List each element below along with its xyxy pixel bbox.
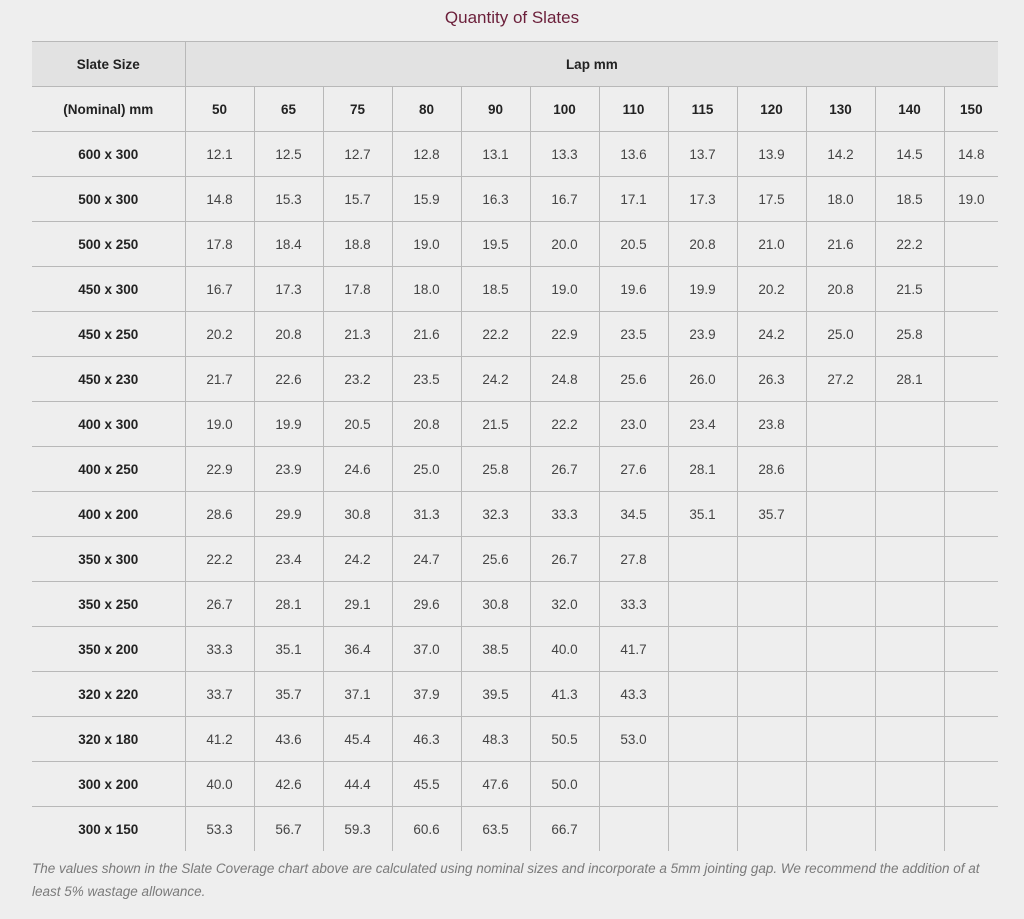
quantity-cell: 26.7 [530, 447, 599, 492]
quantity-cell [875, 402, 944, 447]
quantity-cell: 33.7 [185, 672, 254, 717]
quantity-cell: 18.5 [875, 177, 944, 222]
quantity-cell: 17.1 [599, 177, 668, 222]
quantity-cell: 27.6 [599, 447, 668, 492]
slate-size-cell: 320 x 220 [32, 672, 185, 717]
quantity-cell: 13.7 [668, 132, 737, 177]
quantity-cell [875, 672, 944, 717]
slate-size-cell: 450 x 300 [32, 267, 185, 312]
table-row [32, 222, 998, 267]
quantity-cell: 18.8 [323, 222, 392, 267]
quantity-cell [875, 492, 944, 537]
quantity-cell: 40.0 [185, 762, 254, 807]
quantity-cell: 32.0 [530, 582, 599, 627]
quantity-cell: 41.3 [530, 672, 599, 717]
quantity-cell: 17.3 [254, 267, 323, 312]
quantity-cell: 60.6 [392, 807, 461, 852]
slate-size-cell: 600 x 300 [32, 132, 185, 177]
slate-size-cell: 300 x 200 [32, 762, 185, 807]
lap-column-header: 130 [806, 87, 875, 132]
quantity-cell [737, 537, 806, 582]
lap-column-header: 110 [599, 87, 668, 132]
quantity-cell: 30.8 [323, 492, 392, 537]
quantity-cell: 14.8 [944, 132, 998, 177]
quantity-cell: 23.5 [392, 357, 461, 402]
quantity-cell: 27.2 [806, 357, 875, 402]
quantity-cell [737, 627, 806, 672]
quantity-cell [875, 717, 944, 762]
quantity-cell: 20.2 [185, 312, 254, 357]
quantity-cell [944, 537, 998, 582]
quantity-cell: 53.0 [599, 717, 668, 762]
quantity-cell: 32.3 [461, 492, 530, 537]
quantity-cell: 35.1 [668, 492, 737, 537]
quantity-cell [944, 582, 998, 627]
quantity-cell: 20.8 [392, 402, 461, 447]
table-row [32, 312, 998, 357]
quantity-cell [668, 717, 737, 762]
quantity-cell [875, 447, 944, 492]
quantity-cell: 26.0 [668, 357, 737, 402]
quantity-cell: 28.1 [254, 582, 323, 627]
quantity-cell: 37.1 [323, 672, 392, 717]
quantity-cell: 25.8 [461, 447, 530, 492]
quantity-cell [944, 627, 998, 672]
quantity-cell [944, 492, 998, 537]
quantity-cell: 40.0 [530, 627, 599, 672]
slate-size-cell: 450 x 250 [32, 312, 185, 357]
quantity-cell: 34.5 [599, 492, 668, 537]
quantity-cell: 15.7 [323, 177, 392, 222]
quantity-cell [737, 672, 806, 717]
lap-column-header: 80 [392, 87, 461, 132]
quantity-cell [737, 582, 806, 627]
quantity-cell [944, 447, 998, 492]
table-row [32, 267, 998, 312]
quantity-cell: 25.6 [461, 537, 530, 582]
quantity-cell: 25.6 [599, 357, 668, 402]
quantity-cell: 19.0 [530, 267, 599, 312]
quantity-cell: 25.8 [875, 312, 944, 357]
quantity-cell [668, 582, 737, 627]
table-row [32, 807, 998, 852]
quantity-cell: 12.8 [392, 132, 461, 177]
table-row [32, 357, 998, 402]
quantity-cell: 47.6 [461, 762, 530, 807]
quantity-cell: 17.8 [323, 267, 392, 312]
quantity-cell: 21.5 [461, 402, 530, 447]
quantity-cell: 43.3 [599, 672, 668, 717]
quantity-cell: 22.2 [875, 222, 944, 267]
quantity-cell: 26.7 [185, 582, 254, 627]
quantity-cell: 29.6 [392, 582, 461, 627]
quantity-cell: 21.7 [185, 357, 254, 402]
quantity-cell: 26.3 [737, 357, 806, 402]
quantity-cell [806, 492, 875, 537]
quantity-cell: 16.7 [530, 177, 599, 222]
quantity-cell: 24.8 [530, 357, 599, 402]
table-row [32, 627, 998, 672]
nominal-header: (Nominal) mm [32, 87, 185, 132]
quantity-cell: 25.0 [806, 312, 875, 357]
quantity-cell: 23.4 [668, 402, 737, 447]
table-row [32, 537, 998, 582]
quantity-cell: 16.7 [185, 267, 254, 312]
quantity-cell: 23.8 [737, 402, 806, 447]
quantity-cell: 21.3 [323, 312, 392, 357]
quantity-cell: 30.8 [461, 582, 530, 627]
quantity-cell: 48.3 [461, 717, 530, 762]
quantity-cell [737, 717, 806, 762]
slate-size-cell: 500 x 250 [32, 222, 185, 267]
table-row [32, 447, 998, 492]
quantity-cell [944, 717, 998, 762]
quantity-cell: 13.1 [461, 132, 530, 177]
quantity-cell [668, 627, 737, 672]
quantity-cell: 17.8 [185, 222, 254, 267]
quantity-cell [806, 582, 875, 627]
quantity-cell: 35.7 [254, 672, 323, 717]
quantity-cell: 41.2 [185, 717, 254, 762]
quantity-cell: 20.0 [530, 222, 599, 267]
quantity-cell: 20.8 [254, 312, 323, 357]
quantity-cell [944, 222, 998, 267]
quantity-cell [668, 762, 737, 807]
slate-size-cell: 500 x 300 [32, 177, 185, 222]
quantity-cell [875, 537, 944, 582]
quantity-cell [875, 627, 944, 672]
quantity-cell: 59.3 [323, 807, 392, 852]
quantity-cell: 13.6 [599, 132, 668, 177]
quantity-cell: 41.7 [599, 627, 668, 672]
quantity-cell [944, 672, 998, 717]
quantity-cell: 22.2 [185, 537, 254, 582]
quantity-cell [875, 762, 944, 807]
quantity-cell: 24.2 [323, 537, 392, 582]
quantity-cell: 28.1 [875, 357, 944, 402]
quantity-cell [737, 807, 806, 852]
quantity-cell: 24.2 [737, 312, 806, 357]
lap-column-header: 50 [185, 87, 254, 132]
quantity-cell: 23.9 [668, 312, 737, 357]
quantity-cell [806, 627, 875, 672]
quantity-cell [806, 402, 875, 447]
quantity-cell: 23.2 [323, 357, 392, 402]
quantity-cell: 50.5 [530, 717, 599, 762]
table-row [32, 582, 998, 627]
slate-quantity-table-wrapper [32, 41, 998, 851]
quantity-cell: 12.1 [185, 132, 254, 177]
quantity-cell: 39.5 [461, 672, 530, 717]
quantity-cell: 18.4 [254, 222, 323, 267]
quantity-cell: 13.9 [737, 132, 806, 177]
quantity-cell: 21.6 [392, 312, 461, 357]
quantity-cell: 12.5 [254, 132, 323, 177]
quantity-cell: 22.9 [185, 447, 254, 492]
quantity-cell: 22.2 [461, 312, 530, 357]
lap-header: Lap mm [185, 42, 998, 87]
quantity-cell: 14.8 [185, 177, 254, 222]
quantity-cell [806, 537, 875, 582]
quantity-cell: 45.4 [323, 717, 392, 762]
quantity-cell [806, 672, 875, 717]
quantity-cell: 29.9 [254, 492, 323, 537]
quantity-cell [599, 762, 668, 807]
quantity-cell: 15.9 [392, 177, 461, 222]
quantity-cell: 20.8 [806, 267, 875, 312]
quantity-cell: 35.7 [737, 492, 806, 537]
quantity-cell: 12.7 [323, 132, 392, 177]
quantity-cell: 15.3 [254, 177, 323, 222]
slate-size-cell: 400 x 250 [32, 447, 185, 492]
lap-column-header: 75 [323, 87, 392, 132]
table-body [32, 132, 998, 852]
quantity-cell [599, 807, 668, 852]
quantity-cell [806, 717, 875, 762]
table-row [32, 672, 998, 717]
quantity-cell: 29.1 [323, 582, 392, 627]
quantity-cell: 45.5 [392, 762, 461, 807]
quantity-cell: 21.5 [875, 267, 944, 312]
quantity-cell: 18.0 [392, 267, 461, 312]
quantity-cell: 14.5 [875, 132, 944, 177]
lap-column-header: 150 [944, 87, 998, 132]
quantity-cell: 44.4 [323, 762, 392, 807]
quantity-cell: 56.7 [254, 807, 323, 852]
lap-column-header: 100 [530, 87, 599, 132]
quantity-cell [875, 582, 944, 627]
quantity-cell: 37.0 [392, 627, 461, 672]
footnote: The values shown in the Slate Coverage chart above are calculated using nominal sizes and incorporate a 5mm jointing gap. We recommend the addition of at least 5% wastage allowance. [32, 861, 980, 899]
quantity-cell: 21.6 [806, 222, 875, 267]
quantity-cell [806, 807, 875, 852]
quantity-cell: 19.5 [461, 222, 530, 267]
lap-column-header: 65 [254, 87, 323, 132]
quantity-cell [875, 807, 944, 852]
slate-size-cell: 400 x 200 [32, 492, 185, 537]
quantity-cell: 18.0 [806, 177, 875, 222]
slate-size-header: Slate Size [32, 42, 185, 87]
quantity-cell [944, 807, 998, 852]
slate-size-cell: 350 x 300 [32, 537, 185, 582]
quantity-cell [668, 537, 737, 582]
quantity-cell [944, 312, 998, 357]
table-row [32, 762, 998, 807]
quantity-cell: 38.5 [461, 627, 530, 672]
quantity-cell: 33.3 [185, 627, 254, 672]
quantity-cell: 24.7 [392, 537, 461, 582]
quantity-cell [806, 447, 875, 492]
quantity-cell [668, 672, 737, 717]
quantity-cell: 20.5 [599, 222, 668, 267]
quantity-cell [944, 267, 998, 312]
table-row [32, 717, 998, 762]
lap-column-header: 120 [737, 87, 806, 132]
quantity-cell: 22.2 [530, 402, 599, 447]
quantity-cell: 37.9 [392, 672, 461, 717]
table-row [32, 132, 998, 177]
table-row [32, 402, 998, 447]
quantity-cell: 19.9 [668, 267, 737, 312]
quantity-cell: 50.0 [530, 762, 599, 807]
quantity-cell: 46.3 [392, 717, 461, 762]
slate-size-cell: 400 x 300 [32, 402, 185, 447]
quantity-cell: 63.5 [461, 807, 530, 852]
quantity-cell: 25.0 [392, 447, 461, 492]
quantity-cell: 19.6 [599, 267, 668, 312]
slate-size-cell: 320 x 180 [32, 717, 185, 762]
slate-size-cell: 300 x 150 [78, 821, 139, 837]
quantity-cell: 16.3 [461, 177, 530, 222]
quantity-cell [944, 762, 998, 807]
quantity-cell: 28.6 [185, 492, 254, 537]
table-row [32, 177, 998, 222]
quantity-cell: 28.6 [737, 447, 806, 492]
quantity-cell: 66.7 [530, 807, 599, 852]
quantity-cell: 18.5 [461, 267, 530, 312]
quantity-cell: 23.0 [599, 402, 668, 447]
quantity-cell: 19.0 [944, 177, 998, 222]
slate-quantity-table [32, 41, 998, 851]
quantity-cell: 43.6 [254, 717, 323, 762]
quantity-cell: 14.2 [806, 132, 875, 177]
quantity-cell: 19.9 [254, 402, 323, 447]
quantity-cell: 20.5 [323, 402, 392, 447]
quantity-cell: 33.3 [530, 492, 599, 537]
quantity-cell: 23.9 [254, 447, 323, 492]
quantity-cell: 23.4 [254, 537, 323, 582]
quantity-cell: 33.3 [599, 582, 668, 627]
quantity-cell: 26.7 [530, 537, 599, 582]
quantity-cell [944, 402, 998, 447]
quantity-cell: 36.4 [323, 627, 392, 672]
quantity-cell: 35.1 [254, 627, 323, 672]
quantity-cell: 19.0 [392, 222, 461, 267]
table-row [32, 492, 998, 537]
quantity-cell: 17.3 [668, 177, 737, 222]
quantity-cell: 24.6 [323, 447, 392, 492]
quantity-cell [737, 762, 806, 807]
quantity-cell: 27.8 [599, 537, 668, 582]
quantity-cell: 21.0 [737, 222, 806, 267]
quantity-cell [806, 762, 875, 807]
quantity-cell: 22.6 [254, 357, 323, 402]
lap-column-header: 90 [461, 87, 530, 132]
lap-column-header: 115 [668, 87, 737, 132]
quantity-cell: 24.2 [461, 357, 530, 402]
quantity-cell: 23.5 [599, 312, 668, 357]
quantity-cell: 42.6 [254, 762, 323, 807]
quantity-cell: 53.3 [185, 807, 254, 852]
quantity-cell: 19.0 [185, 402, 254, 447]
quantity-cell: 13.3 [530, 132, 599, 177]
quantity-cell: 17.5 [737, 177, 806, 222]
slate-size-cell: 350 x 200 [32, 627, 185, 672]
quantity-cell: 22.9 [530, 312, 599, 357]
quantity-cell: 31.3 [392, 492, 461, 537]
slate-size-cell: 350 x 250 [32, 582, 185, 627]
slate-size-cell: 450 x 230 [32, 357, 185, 402]
lap-column-header: 140 [875, 87, 944, 132]
page-title: Quantity of Slates [444, 8, 580, 27]
quantity-cell: 28.1 [668, 447, 737, 492]
quantity-cell [944, 357, 998, 402]
quantity-cell: 20.8 [668, 222, 737, 267]
quantity-cell: 20.2 [737, 267, 806, 312]
quantity-cell [668, 807, 737, 852]
